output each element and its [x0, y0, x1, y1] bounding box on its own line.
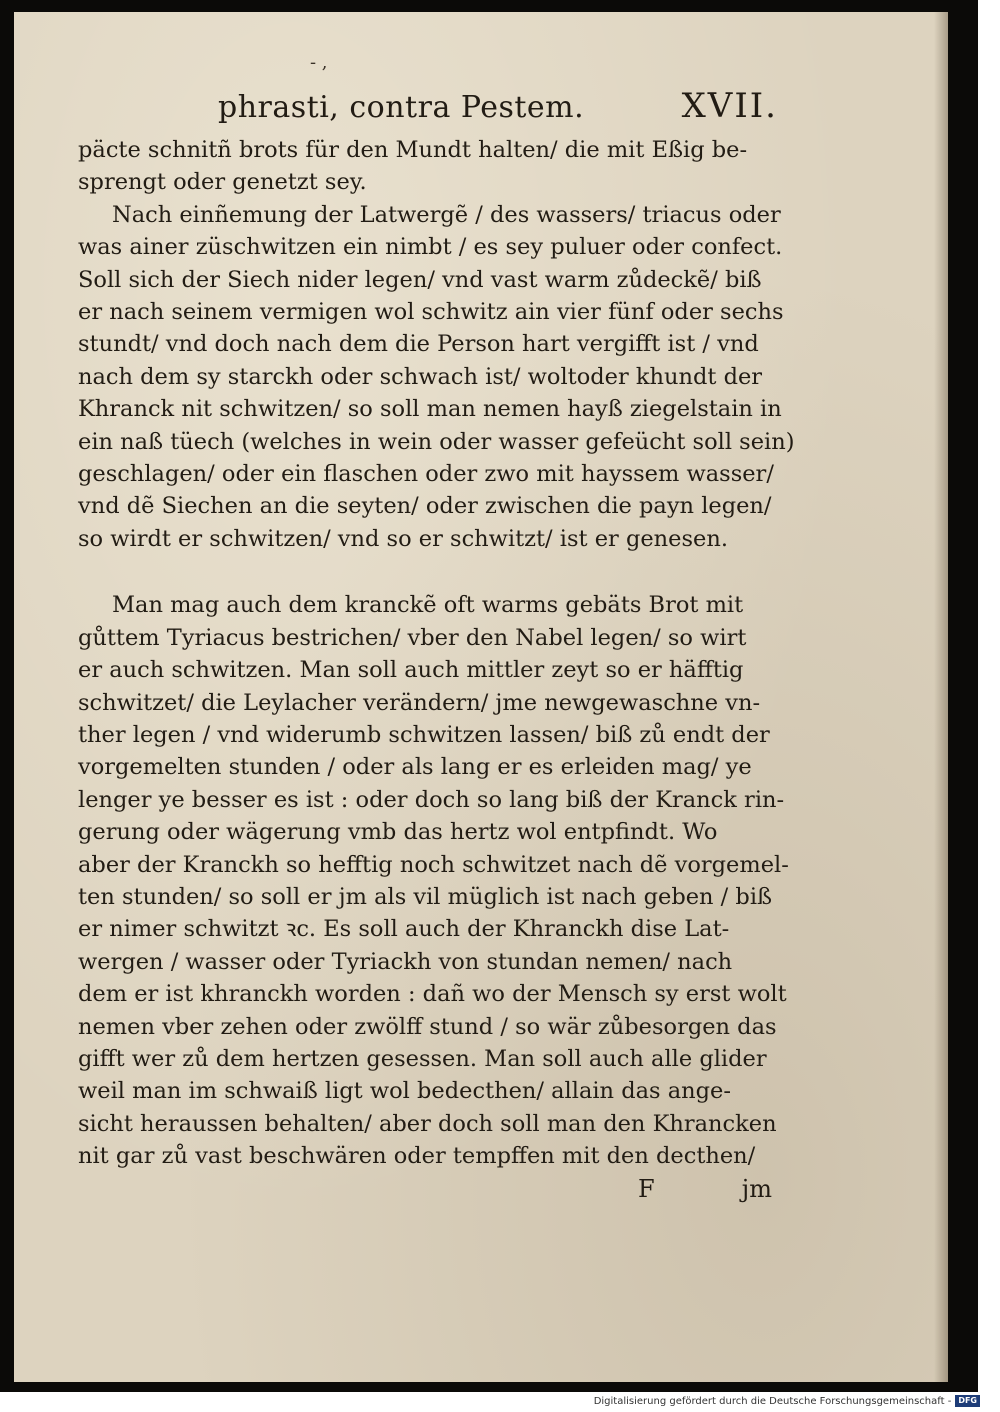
catchword-line: [78, 1175, 778, 1209]
running-title: phrasti, contra Pestem.: [218, 90, 585, 125]
text-line: schwitzet/ die Leylacher verändern/ jme newgewaschne vn-: [78, 689, 761, 716]
paragraph-2: [78, 589, 789, 1172]
text-line: vnd dẽ Siechen an die seyten/ oder zwischen die payn legen/: [78, 493, 772, 520]
text-line: wergen / wasser oder Tyriackh von stundan nemen/ nach: [78, 948, 733, 975]
text-line: geschlagen/ oder ein flaschen oder zwo mit hayssem wasser/: [78, 461, 774, 488]
text-line: Man mag auch dem kranckẽ oft warms gebäts Brot mit: [112, 592, 744, 619]
text-line: päcte schnitñ brots für den Mundt halten/ die mit Eßig be-: [78, 137, 748, 163]
top-mark: - ,: [310, 52, 328, 73]
text-line: nach dem sy starckh oder schwach ist/ woltoder khundt der: [78, 363, 763, 390]
text-line: ten stunden/ so soll er jm als vil müglich ist nach geben / biß: [78, 883, 773, 910]
text-line: Nach einñemung der Latwergẽ / des wassers/ triacus oder: [112, 201, 781, 228]
page-edge-shadow: [934, 12, 948, 1382]
text-line: gerung oder wägerung vmb das hertz wol entpfindt. Wo: [78, 819, 718, 846]
text-area: [78, 82, 795, 1209]
text-line: gůttem Tyriacus bestrichen/ vber den Nabel legen/ so wirt: [78, 624, 747, 651]
book-page: [14, 12, 948, 1382]
text-line: nemen vber zehen oder zwölff stund / so wär zůbesorgen das: [78, 1013, 777, 1040]
text-line: gifft wer zů dem hertzen gesessen. Man soll auch alle glider: [78, 1045, 767, 1072]
text-line: so wirdt er schwitzen/ vnd so er schwitzt/ ist er genesen.: [78, 525, 728, 552]
text-line: ther legen / vnd widerumb schwitzen lassen/ biß zů endt der: [78, 721, 770, 748]
text-line: Khranck nit schwitzen/ so soll man nemen hayß ziegelstain in: [78, 396, 782, 423]
text-line: lenger ye besser es ist : oder doch so lang biß der Kranck rin-: [78, 786, 785, 813]
text-line: nit gar zů vast beschwären oder tempffen mit den decthen/: [78, 1143, 756, 1170]
dfg-logo-icon: DFG: [955, 1395, 980, 1407]
text-line: er nach seinem vermigen wol schwitz ain vier fünf oder sechs: [78, 299, 784, 326]
text-line: er nimer schwitzt ꝛc. Es soll auch der Khranckh dise Lat-: [78, 916, 730, 943]
catchword: jm: [741, 1174, 772, 1203]
text-line: vorgemelten stunden / oder als lang er es erleiden mag/ ye: [78, 754, 752, 781]
dfg-footer: [0, 1394, 980, 1410]
signature-mark: F: [638, 1174, 655, 1203]
text-line: stundt/ vnd doch nach dem die Person hart vergifft ist / vnd: [78, 331, 759, 358]
text-line: sicht heraussen behalten/ aber doch soll man den Khrancken: [78, 1110, 777, 1137]
text-line: was ainer züschwitzen ein nimbt / es sey puluer oder confect.: [78, 234, 783, 261]
text-line: sprengt oder genetzt sey.: [78, 169, 367, 196]
text-line: dem er ist khranckh worden : dañ wo der Mensch sy erst wolt: [78, 981, 787, 1008]
paragraph-1: [78, 134, 795, 555]
folio-number: XVII.: [681, 86, 778, 126]
footer-text: Digitalisierung gefördert durch die Deutsche Forschungsgemeinschaft -: [593, 1396, 952, 1407]
running-head: [78, 82, 778, 134]
text-line: Soll sich der Siech nider legen/ vnd vast warm zůdeckẽ/ biß: [78, 266, 762, 293]
text-line: aber der Kranckh so hefftig noch schwitzet nach dẽ vorgemel-: [78, 851, 789, 878]
text-line: ein naß tüech (welches in wein oder wasser gefeücht soll sein): [78, 428, 795, 455]
text-line: weil man im schwaiß ligt wol bedecthen/ allain das ange-: [78, 1078, 731, 1105]
text-line: er auch schwitzen. Man soll auch mittler zeyt so er häfftig: [78, 657, 744, 684]
